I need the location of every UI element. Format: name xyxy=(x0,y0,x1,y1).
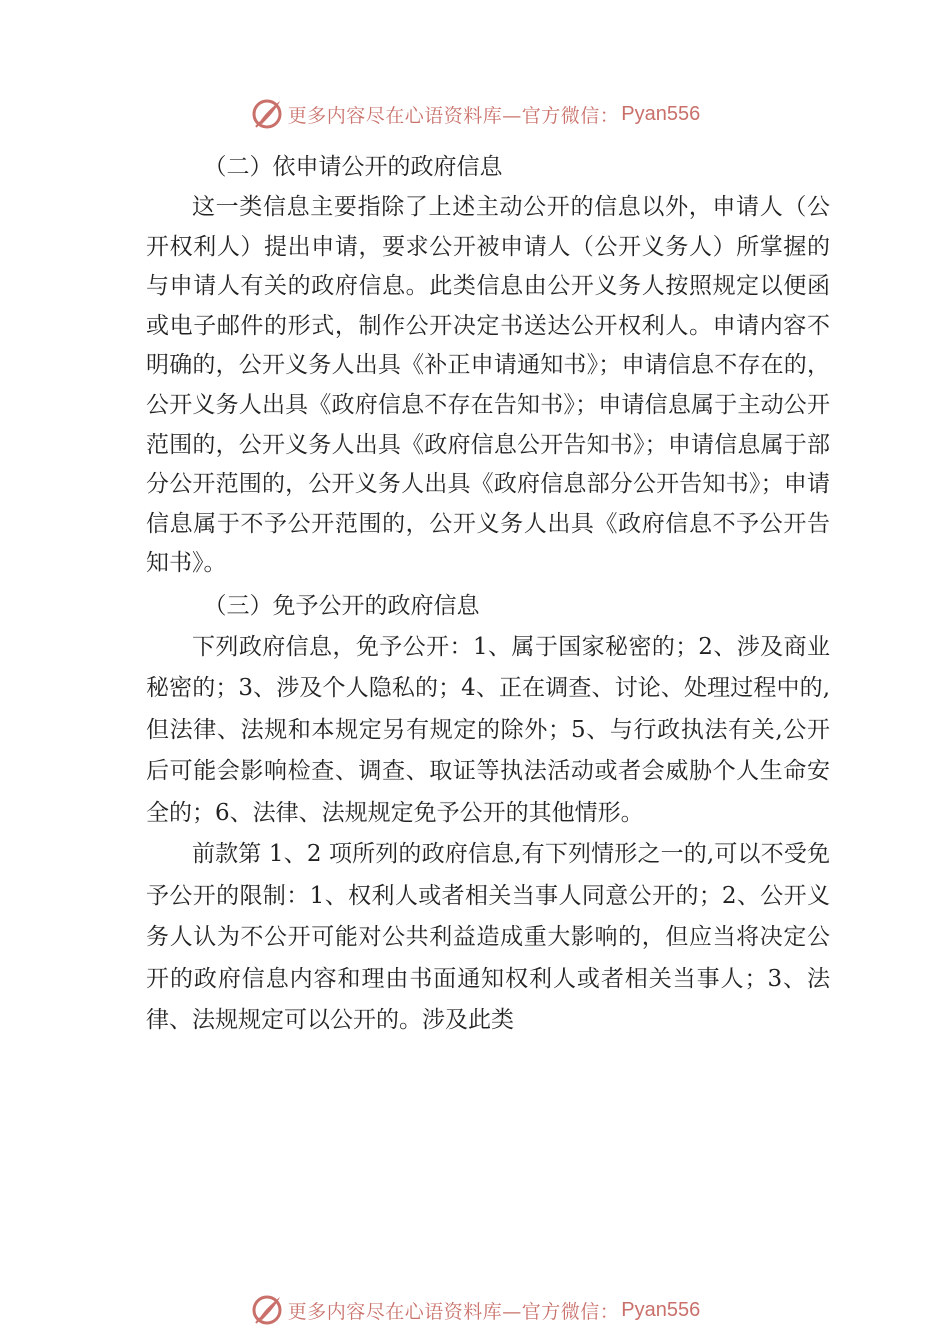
watermark-text: 更多内容尽在心语资料库—官方微信： xyxy=(287,1300,620,1323)
quill-seal-icon xyxy=(250,97,284,131)
footer-watermark xyxy=(0,1290,950,1330)
watermark-account: Pyan556 xyxy=(621,1298,701,1321)
section-heading-2: （二）依申请公开的政府信息 xyxy=(203,154,503,180)
document-body xyxy=(146,146,830,1042)
watermark-text: 更多内容尽在心语资料库—官方微信： xyxy=(287,104,620,127)
watermark-account: Pyan556 xyxy=(621,102,701,125)
paragraph-2: 下列政府信息，免予公开：1、属于国家秘密的；2、涉及商业秘密的；3、涉及个人隐私的；4、正在调查、讨论、处理过程中的,但法律、法规和本规定另有规定的除外；5、与行政执法有关,公开后可能会影响检查、调查、取证等执法活动或者会威胁个人生命安全的；6、法律、法规规定免予公开的其他情形。 xyxy=(146,633,830,826)
header-watermark xyxy=(0,94,950,134)
paragraph-3: 前款第 1、2 项所列的政府信息,有下列情形之一的,可以不受免予公开的限制：1、权利人或者相关当事人同意公开的；2、公开义务人认为不公开可能对公共利益造成重大影响的，但应当将决定公开的政府信息内容和理由书面通知权利人或者相关当事人；3、法律、法规规定可以公开的。涉及此类 xyxy=(146,841,830,1034)
section-heading-3: （三）免予公开的政府信息 xyxy=(203,592,480,619)
paragraph-1: 这一类信息主要指除了上述主动公开的信息以外，申请人（公开权利人）提出申请，要求公开被申请人（公开义务人）所掌握的与申请人有关的政府信息。此类信息由公开义务人按照规定以便函或电子邮件的形式，制作公开决定书送达公开权利人。申请内容不明确的，公开义务人出具《补正申请通知书》；申请信息不存在的，公开义务人出具《政府信息不存在告知书》；申请信息属于主动公开范围的，公开义务人出具《政府信息公开告知书》；申请信息属于部分公开范围的，公开义务人出具《政府信息部分公开告知书》；申请信息属于不予公开范围的，公开义务人出具《政府信息不予公开告知书》。 xyxy=(146,194,830,577)
quill-seal-icon xyxy=(250,1293,284,1327)
